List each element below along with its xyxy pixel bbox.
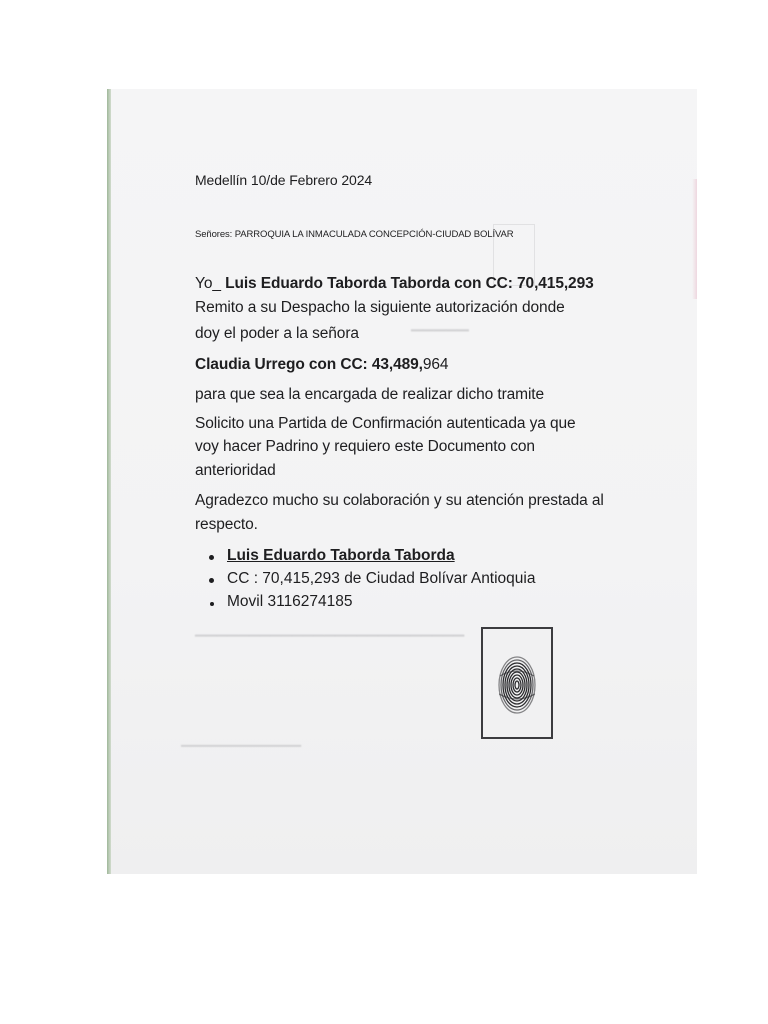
signature-phone: Movil 3116274185 <box>227 593 353 610</box>
paper-edge-tint <box>692 179 697 299</box>
remito-line: Remito a su Despacho la siguiente autorización donde <box>195 299 565 316</box>
intro-prefix: Yo_ <box>195 275 221 292</box>
solicito-line: Solicito una Partida de Confirmación autenticada ya que <box>195 415 576 432</box>
authorized-line <box>195 356 448 374</box>
signature-phone-item <box>207 593 536 616</box>
fingerprint-icon <box>497 654 537 716</box>
paper-sheet <box>111 89 697 874</box>
authorized-cc-tail: 964 <box>422 356 449 373</box>
signature-name: Luis Eduardo Taborda Taborda <box>227 547 455 564</box>
show-through-line-2: ▁▁▁▁▁▁▁▁▁▁▁▁ <box>181 745 301 760</box>
letter-recipient: Señores: PARROQUIA LA INMACULADA CONCEPCIÓN-CIUDAD BOLÍVAR <box>195 229 514 240</box>
authorized-name: Claudia Urrego con CC: 43,489, <box>195 356 423 373</box>
fingerprint-box <box>481 627 553 739</box>
anterioridad-line: anterioridad <box>195 462 276 479</box>
signature-list <box>207 547 536 616</box>
signature-cc: CC : 70,415,293 de Ciudad Bolívar Antioquia <box>227 570 536 587</box>
signature-cc-item <box>207 570 536 593</box>
document-photo <box>107 89 697 874</box>
signature-name-item <box>207 547 536 570</box>
show-through-text: ▁▁▁▁▁ <box>411 329 469 346</box>
para-line: para que sea la encargada de realizar dicho tramite <box>195 386 545 403</box>
show-through-line-1: ▁▁▁▁▁▁▁▁▁▁▁▁▁▁▁▁▁▁▁▁▁▁▁▁▁ <box>195 635 465 651</box>
agradezco-line: Agradezco mucho su colaboración y su atención prestada al <box>195 492 604 509</box>
voy-line: voy hacer Padrino y requiero este Documento con <box>195 438 535 455</box>
intro-name: Luis Eduardo Taborda Taborda con CC: 70,415,293 <box>225 275 594 292</box>
intro-line <box>195 275 594 293</box>
letter-date: Medellín 10/de Febrero 2024 <box>195 172 373 188</box>
doy-line: doy el poder a la señora <box>195 325 359 342</box>
respecto-line: respecto. <box>195 516 258 533</box>
